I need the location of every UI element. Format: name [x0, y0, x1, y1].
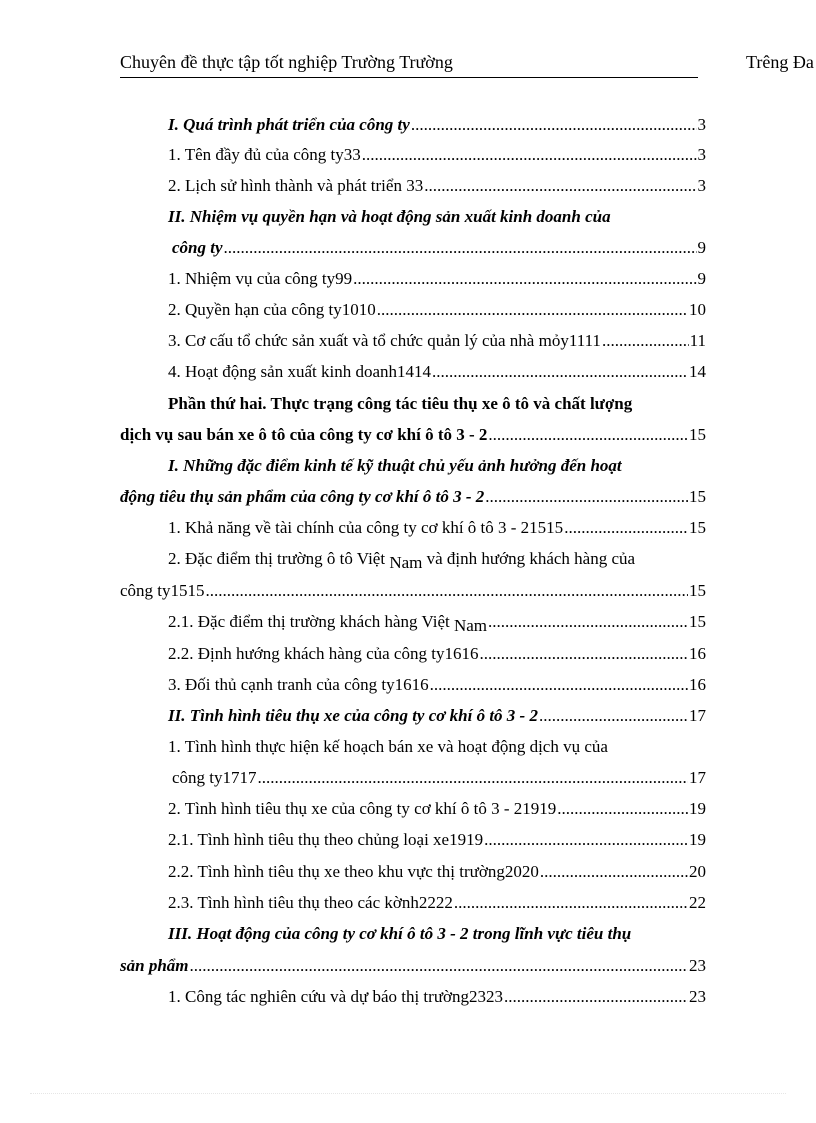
toc-entry-text: 1. Nhiệm vụ của công ty99	[168, 269, 353, 288]
toc-entry[interactable]	[0, 233, 816, 263]
toc-entry-text: 3. Đối thủ cạnh tranh của công ty1616	[168, 675, 429, 694]
toc-page-number: 15	[689, 487, 706, 506]
toc-page-number: 9	[697, 269, 706, 288]
header-school: Trêng Đa	[746, 52, 814, 72]
toc-entry[interactable]	[0, 701, 816, 731]
toc-page-number: 15	[689, 518, 706, 537]
dot-leader	[411, 110, 697, 140]
toc-page-number: 17	[689, 706, 706, 725]
toc-entry-line1[interactable]	[0, 389, 816, 419]
toc-page-number: 17	[689, 768, 706, 787]
dot-leader	[258, 763, 688, 793]
dot-leader	[484, 825, 688, 855]
dot-leader	[602, 326, 689, 356]
dot-leader	[377, 295, 688, 325]
toc-entry[interactable]	[0, 420, 816, 450]
toc-entry-text: 2. Lịch sử hình thành và phát triển 33	[168, 176, 424, 195]
header-title: Chuyên đề thực tập tốt nghiệp Trường Trường	[120, 52, 453, 72]
toc-entry-text: 2. Đặc điểm thị trường ô tô Việt	[168, 549, 390, 568]
toc-entry-text-subscript: Nam	[453, 616, 488, 635]
toc-entry[interactable]	[0, 951, 816, 981]
toc-entry[interactable]	[0, 794, 816, 824]
toc-entry[interactable]	[0, 326, 816, 356]
toc-entry[interactable]	[0, 763, 816, 793]
toc-entry-text: II. Nhiệm vụ quyền hạn và hoạt động sản xuất kinh doanh của	[168, 207, 611, 226]
toc-page-number: 3	[697, 115, 706, 134]
dot-leader	[432, 357, 688, 387]
dot-leader	[488, 607, 688, 637]
dot-leader	[454, 888, 688, 918]
toc-entry[interactable]	[0, 513, 816, 543]
toc-entry-text: 2.2. Tình hình tiêu thụ xe theo khu vực thị trường2020	[168, 862, 539, 881]
toc-entry-text: 3. Cơ cấu tổ chức sản xuất và tổ chức quản lý của nhà mỏy1111	[168, 331, 601, 350]
dot-leader	[485, 482, 688, 512]
toc-entry-text: động tiêu thụ sản phẩm của công ty cơ khí ô tô 3 - 2	[120, 487, 485, 506]
dot-leader	[539, 701, 688, 731]
toc-entry[interactable]	[0, 670, 816, 700]
page-header	[120, 50, 816, 80]
dot-leader	[540, 857, 688, 887]
toc-entry-text: 2.2. Định hướng khách hàng của công ty1616	[168, 644, 479, 663]
toc-page-number: 19	[689, 799, 706, 818]
toc-page-number: 11	[689, 331, 706, 350]
dot-leader	[353, 264, 696, 294]
toc-page-number: 15	[689, 425, 706, 444]
toc-entry[interactable]	[0, 171, 816, 201]
toc-entry-text-subscript: Nam	[389, 553, 423, 572]
dot-leader	[206, 576, 688, 606]
toc-page-number: 3	[697, 176, 706, 195]
toc-entry[interactable]	[0, 888, 816, 918]
toc-page-number: 15	[689, 581, 706, 600]
toc-entry-text: 2.3. Tình hình tiêu thụ theo các kờnh2222	[168, 893, 453, 912]
toc-entry-text: 2. Quyền hạn của công ty1010	[168, 300, 376, 319]
toc-entry[interactable]	[0, 982, 816, 1012]
toc-entry-text: III. Hoạt động của công ty cơ khí ô tô 3 - 2 trong lĩnh vực tiêu thụ	[168, 924, 632, 943]
toc-entry[interactable]	[0, 482, 816, 512]
toc-page-number: 23	[689, 987, 706, 1006]
dot-leader	[424, 171, 696, 201]
toc-entry-text: 1. Công tác nghiên cứu và dự báo thị trường2323	[168, 987, 504, 1006]
toc-entry-text: 4. Hoạt động sản xuất kinh doanh1414	[168, 362, 431, 381]
toc-page-number: 20	[689, 862, 706, 881]
toc-page-number: 16	[689, 644, 706, 663]
toc-entry-line1[interactable]	[0, 451, 816, 481]
toc-page-number: 14	[689, 362, 706, 381]
toc-entry-text: 2.1. Tình hình tiêu thụ theo chủng loại xe1919	[168, 830, 484, 849]
toc-page-number: 10	[689, 300, 706, 319]
toc-entry[interactable]	[0, 607, 816, 637]
toc-page-number: 22	[689, 893, 706, 912]
toc-entry-line1[interactable]	[0, 919, 816, 949]
dot-leader	[224, 233, 697, 263]
toc-page-number: 19	[689, 830, 706, 849]
toc-entry-text: 1. Tình hình thực hiện kế hoạch bán xe và hoạt động dịch vụ của	[168, 737, 608, 756]
toc-entry-text: II. Tình hình tiêu thụ xe của công ty cơ khí ô tô 3 - 2	[168, 706, 538, 725]
toc-entry-text: I. Quá trình phát triển của công ty	[168, 115, 410, 134]
toc-entry-text: công ty	[172, 238, 223, 257]
dot-leader	[557, 794, 688, 824]
dot-leader	[504, 982, 688, 1012]
toc-page-number: 9	[697, 238, 706, 257]
dot-leader	[488, 420, 688, 450]
toc-page-number: 23	[689, 956, 706, 975]
toc-page-number: 3	[697, 145, 706, 164]
toc-entry-text: Phần thứ hai. Thực trạng công tác tiêu thụ xe ô tô và chất lượng	[168, 394, 633, 413]
toc-entry-text: và định hướng khách hàng của	[422, 549, 636, 568]
toc-entry-text: 1. Khả năng về tài chính của công ty cơ khí ô tô 3 - 21515	[168, 518, 564, 537]
toc-entry[interactable]	[0, 357, 816, 387]
toc-entry-text: I. Những đặc điểm kinh tế kỹ thuật chủ yếu ảnh hưởng đến hoạt	[168, 456, 622, 475]
toc-entry-text: 2.1. Đặc điểm thị trường khách hàng Việt	[168, 612, 454, 631]
dot-leader	[362, 140, 697, 170]
toc-entry-text: công ty1515	[120, 581, 205, 600]
toc-entry[interactable]	[0, 857, 816, 887]
toc-entry-line1[interactable]	[0, 202, 816, 232]
toc-entry-line1[interactable]	[0, 544, 816, 574]
toc-entry-text: sản phẩm	[120, 956, 189, 975]
page-bottom-edge	[30, 1093, 786, 1094]
dot-leader	[430, 670, 688, 700]
header-rule	[120, 77, 698, 78]
toc-entry[interactable]	[0, 295, 816, 325]
toc-entry-text: công ty1717	[172, 768, 257, 787]
dot-leader	[564, 513, 688, 543]
toc-entry[interactable]	[0, 576, 816, 606]
toc-entry-line1[interactable]	[0, 732, 816, 762]
toc-entry[interactable]	[0, 264, 816, 294]
toc-entry[interactable]	[0, 110, 816, 140]
toc-page-number: 15	[689, 612, 706, 631]
dot-leader	[479, 639, 688, 669]
toc-entry-text: 1. Tên đầy đủ của công ty33	[168, 145, 361, 164]
toc-entry[interactable]	[0, 825, 816, 855]
toc-entry[interactable]	[0, 140, 816, 170]
toc-entry-text: 2. Tình hình tiêu thụ xe của công ty cơ khí ô tô 3 - 21919	[168, 799, 557, 818]
toc-entry[interactable]	[0, 639, 816, 669]
dot-leader	[190, 951, 689, 981]
toc-entry-text: dịch vụ sau bán xe ô tô của công ty cơ khí ô tô 3 - 2	[120, 425, 488, 444]
toc-page-number: 16	[689, 675, 706, 694]
